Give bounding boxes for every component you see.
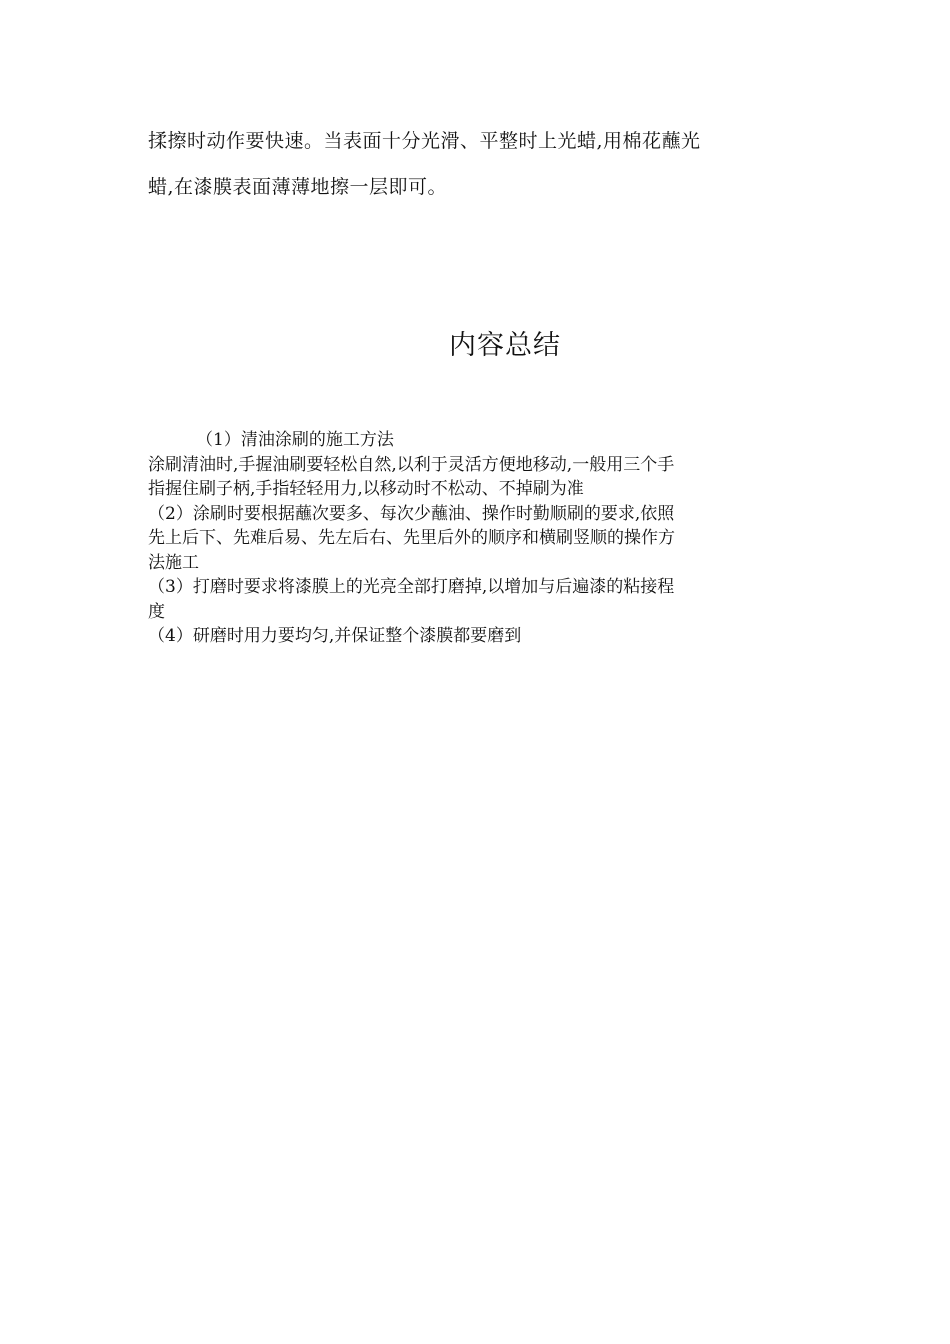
- intro-paragraph: [148, 118, 808, 210]
- summary-line: （2）涂刷时要根据蘸次要多、每次少蘸油、操作时勤顺刷的要求,依照: [148, 503, 675, 524]
- summary-line: 法施工: [148, 552, 199, 573]
- intro-line-2: 蜡,在漆膜表面薄薄地擦一层即可。: [148, 176, 448, 198]
- summary-line: 指握住刷子柄,手指轻轻用力,以移动时不松动、不掉刷为准: [148, 479, 584, 499]
- summary-line: （3）打磨时要求将漆膜上的光亮全部打磨掉,以增加与后遍漆的粘接程: [148, 577, 675, 597]
- summary-line: （4）研磨时用力要均匀,并保证整个漆膜都要磨到: [148, 626, 522, 646]
- summary-line: （1）清油涂刷的施工方法: [196, 430, 394, 450]
- summary-line: 涂刷清油时,手握油刷要轻松自然,以利于灵活方便地移动,一般用三个手: [148, 454, 675, 475]
- intro-line-1: 揉擦时动作要快速。当表面十分光滑、平整时上光蜡,用棉花蘸光: [148, 130, 701, 152]
- summary-heading: 内容总结: [449, 330, 561, 361]
- summary-line: 度: [148, 601, 165, 622]
- summary-line: 先上后下、先难后易、先左后右、先里后外的顺序和横刷竖顺的操作方: [148, 528, 675, 548]
- summary-body: [148, 428, 798, 649]
